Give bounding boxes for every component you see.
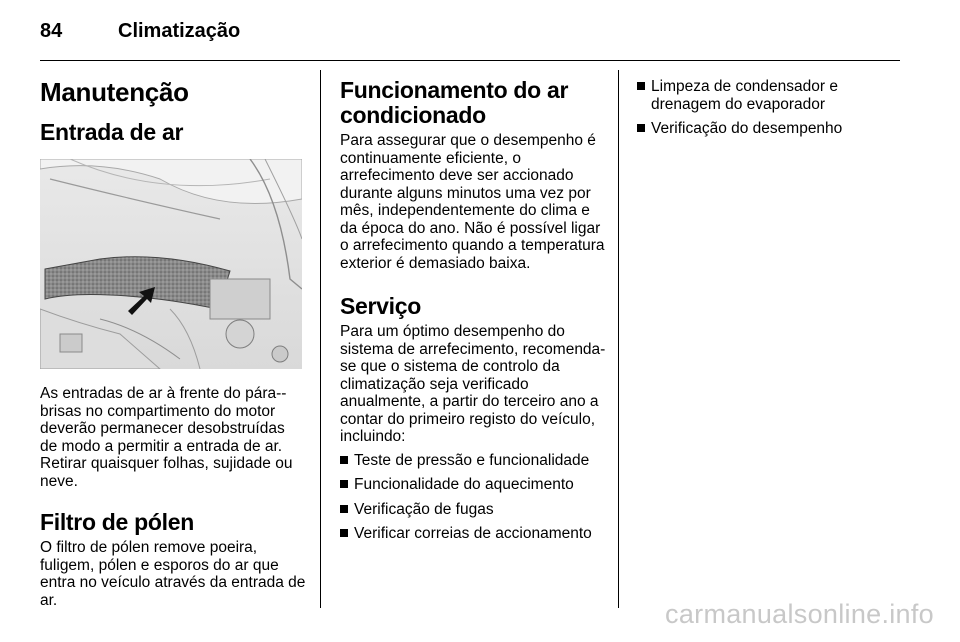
service-checklist-continued	[637, 78, 907, 138]
heading-service: Serviço	[340, 293, 422, 319]
column-right	[637, 70, 907, 145]
list-item-text: Verificar correias de accionamento	[354, 525, 592, 542]
list-item	[637, 120, 907, 138]
column-middle	[340, 70, 608, 550]
subheading-air-inlet: Entrada de ar	[40, 119, 184, 145]
page-number: 84	[40, 20, 63, 42]
paragraph-service: Para um óptimo desempenho do sistema de arrefecimento, recomenda-se que o sistema de controlo da climatização seja verificado anualmente, a partir do terceiro ano a contar do primeiro registo do veículo, incluindo:	[340, 323, 606, 445]
list-item	[340, 501, 608, 519]
engine-bay-air-inlet-illustration	[40, 159, 302, 369]
watermark: carmanualsonline.info	[665, 599, 934, 629]
square-bullet-icon	[340, 480, 348, 488]
heading-ac-operation: Funcionamento do ar condicionado	[340, 77, 569, 128]
square-bullet-icon	[340, 456, 348, 464]
list-item-text: Funcionalidade do aquecimento	[354, 476, 574, 493]
paragraph-pollen-filter: O filtro de pólen remove poeira, fuligem, pólen e esporos do ar que entra no veículo através da entrada de ar.	[40, 539, 306, 609]
header-rule	[40, 60, 900, 61]
paragraph-ac-operation: Para assegurar que o desempenho é continuamente eficiente, o arrefecimento deve ser accionado durante alguns minutos uma vez por mês, independentemente do clima e da época do ano. Não é possível ligar o arrefecimento quando a temperatura exterior é demasiado baixa.	[340, 132, 605, 272]
chapter-title: Climatização	[118, 20, 241, 42]
list-item-text: Teste de pressão e funcionalidade	[354, 451, 590, 469]
list-item	[340, 452, 608, 470]
list-item	[637, 78, 907, 113]
square-bullet-icon	[340, 505, 348, 513]
column-left	[40, 70, 306, 609]
section-heading-maintenance: Manutenção	[40, 77, 189, 107]
column-divider	[618, 70, 619, 608]
square-bullet-icon	[637, 124, 645, 132]
list-item-text: Verificação do desempenho	[651, 120, 843, 137]
list-item-text: Verificação de fugas	[354, 500, 494, 518]
list-item	[340, 525, 608, 543]
list-item	[340, 476, 608, 494]
list-item-text: Limpeza de condensador e drenagem do evaporador	[651, 78, 838, 113]
square-bullet-icon	[637, 82, 645, 90]
subheading-pollen-filter: Filtro de pólen	[40, 509, 194, 535]
paragraph-air-inlet: As entradas de ar à frente do pára--brisas no compartimento do motor deverão permanecer desobstruídas de modo a permitir a entrada de ar. Retirar quaisquer folhas, sujidade ou neve.	[40, 385, 293, 490]
square-bullet-icon	[340, 529, 348, 537]
service-checklist	[340, 452, 608, 543]
column-divider	[320, 70, 321, 608]
